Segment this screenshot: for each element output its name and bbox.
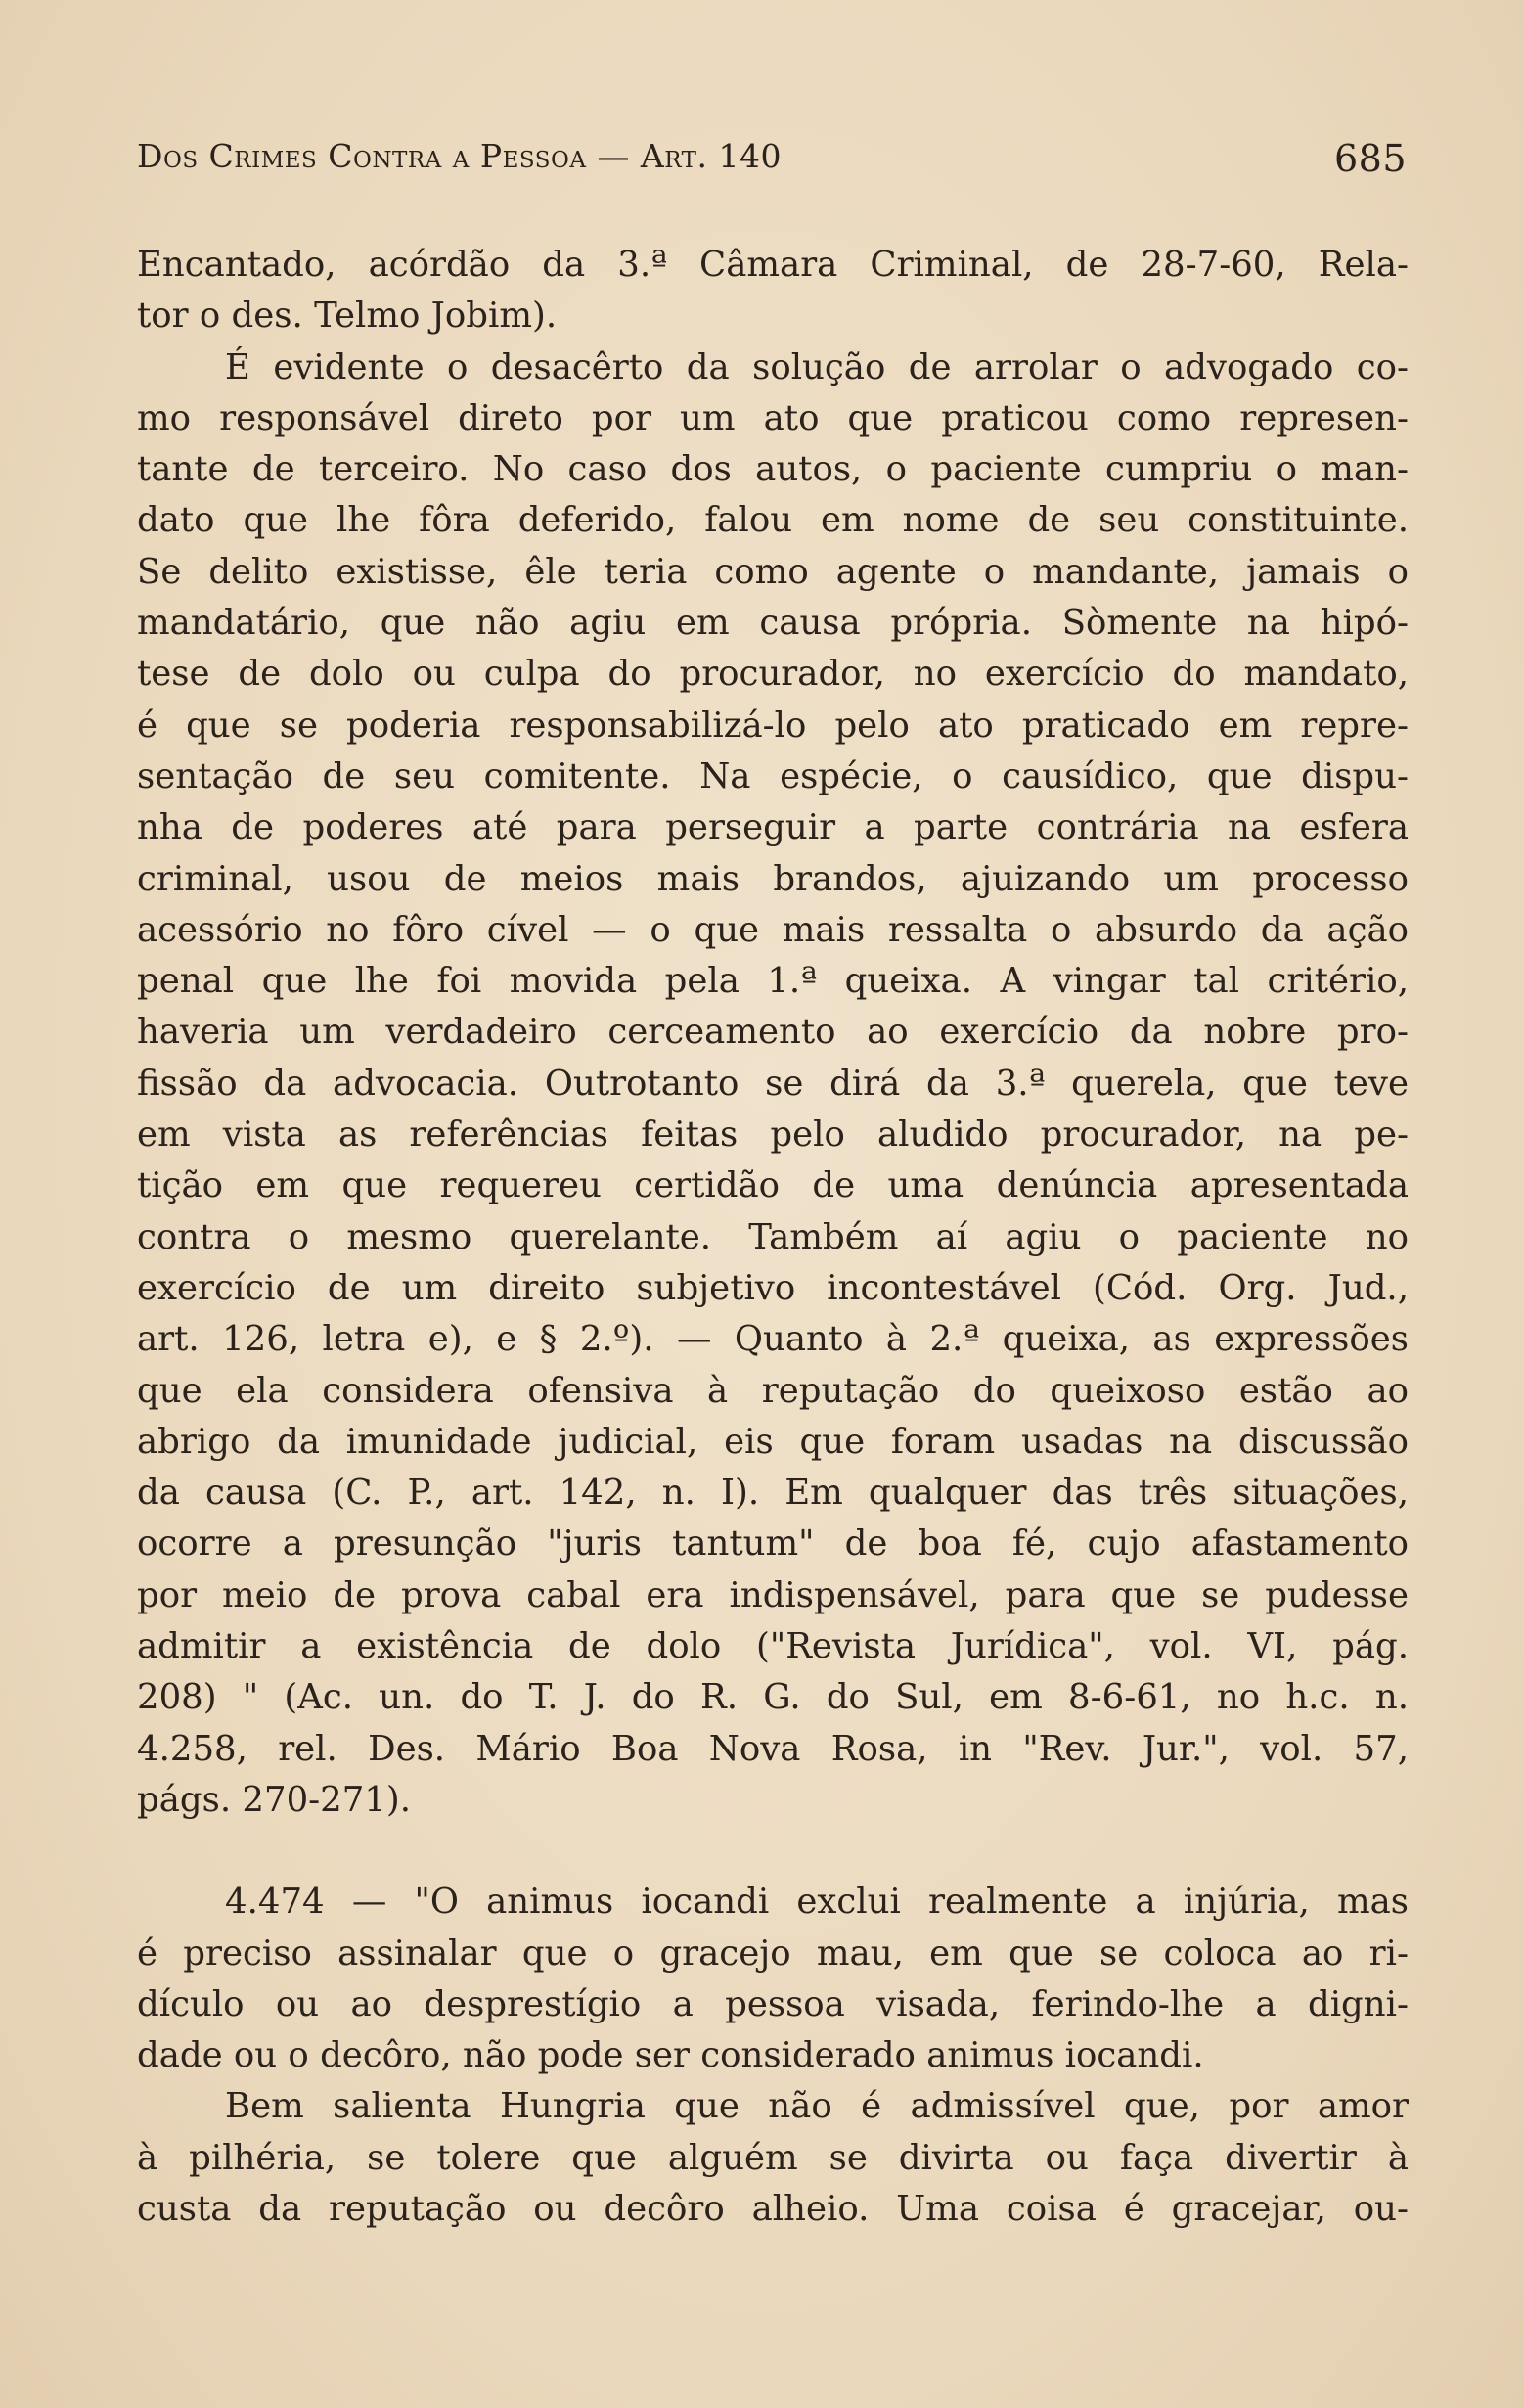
- text-line: dato que lhe fôra deferido, falou em nome de seu constituinte.: [137, 500, 1409, 541]
- text-line: dade ou o decôro, não pode ser considerado animus iocandi.: [137, 2035, 1204, 2076]
- body-text: [137, 240, 1409, 2235]
- text-line: tante de terceiro. No caso dos autos, o paciente cumpriu o man-: [137, 449, 1409, 490]
- text-line: fissão da advocacia. Outrotanto se dirá da 3.ª querela, que teve: [137, 1063, 1409, 1104]
- text-line: É evidente o desacêrto da solução de arrolar o advogado co-: [225, 346, 1409, 387]
- text-line: é que se poderia responsabilizá-lo pelo ato praticado em repre-: [137, 704, 1409, 746]
- text-line: dículo ou ao desprestígio a pessoa visada, ferindo-lhe a digni-: [137, 1983, 1409, 2024]
- text-line: nha de poderes até para perseguir a parte contrária na esfera: [137, 807, 1409, 848]
- text-line: mandatário, que não agiu em causa própria. Sòmente na hipó-: [137, 603, 1409, 644]
- text-line: tição em que requereu certidão de uma denúncia apresentada: [137, 1165, 1409, 1206]
- text-line: admitir a existência de dolo ("Revista Jurídica", vol. VI, pág.: [137, 1626, 1409, 1667]
- text-line: Se delito existisse, êle teria como agente o mandante, jamais o: [137, 551, 1409, 592]
- text-line: é preciso assinalar que o gracejo mau, em que se coloca ao ri-: [137, 1932, 1409, 1974]
- text-line: art. 126, letra e), e § 2.º). — Quanto à 2.ª queixa, as expressões: [137, 1319, 1409, 1360]
- running-title: Dos Crimes Contra a Pessoa — Art. 140: [137, 137, 782, 175]
- text-line: criminal, usou de meios mais brandos, ajuizando um processo: [137, 858, 1409, 899]
- paragraph-gap: [137, 1826, 1409, 1877]
- running-head: [137, 137, 1407, 186]
- text-line: mo responsável direto por um ato que praticou como represen-: [137, 397, 1409, 438]
- text-line: págs. 270-271).: [137, 1779, 412, 1820]
- text-line: 4.258, rel. Des. Mário Boa Nova Rosa, in "Rev. Jur.", vol. 57,: [137, 1728, 1409, 1769]
- text-line: que ela considera ofensiva à reputação do queixoso estão ao: [137, 1370, 1409, 1411]
- text-line: ocorre a presunção "juris tantum" de boa fé, cujo afastamento: [137, 1523, 1409, 1565]
- text-line: haveria um verdadeiro cerceamento ao exercício da nobre pro-: [137, 1012, 1409, 1053]
- text-line: por meio de prova cabal era indispensável, para que se pudesse: [137, 1574, 1409, 1615]
- text-line: exercício de um direito subjetivo incontestável (Cód. Org. Jud.,: [137, 1267, 1409, 1308]
- text-line: custa da reputação ou decôro alheio. Uma coisa é gracejar, ou-: [137, 2188, 1409, 2229]
- text-line: à pilhéria, se tolere que alguém se divirta ou faça divertir à: [137, 2137, 1409, 2178]
- text-line: sentação de seu comitente. Na espécie, o causídico, que dispu-: [137, 755, 1409, 796]
- text-line: Bem salienta Hungria que não é admissível que, por amor: [225, 2086, 1409, 2127]
- text-line: 4.474 — "O animus iocandi exclui realmente a injúria, mas: [225, 1882, 1409, 1923]
- text-line: tese de dolo ou culpa do procurador, no exercício do mandato,: [137, 654, 1409, 695]
- text-line: abrigo da imunidade judicial, eis que foram usadas na discussão: [137, 1421, 1409, 1462]
- text-line: 208) " (Ac. un. do T. J. do R. G. do Sul, em 8-6-61, no h.c. n.: [137, 1677, 1409, 1718]
- text-line: contra o mesmo querelante. Também aí agiu o paciente no: [137, 1216, 1409, 1257]
- text-line: penal que lhe foi movida pela 1.ª queixa. A vingar tal critério,: [137, 961, 1409, 1002]
- text-line: tor o des. Telmo Jobim).: [137, 295, 558, 337]
- page-number: 685: [1333, 137, 1407, 180]
- text-line: acessório no fôro cível — o que mais ressalta o absurdo da ação: [137, 909, 1409, 950]
- text-line: Encantado, acórdão da 3.ª Câmara Criminal, de 28-7-60, Rela-: [137, 245, 1409, 285]
- text-line: em vista as referências feitas pelo aludido procurador, na pe-: [137, 1114, 1409, 1156]
- text-line: da causa (C. P., art. 142, n. I). Em qualquer das três situações,: [137, 1473, 1409, 1514]
